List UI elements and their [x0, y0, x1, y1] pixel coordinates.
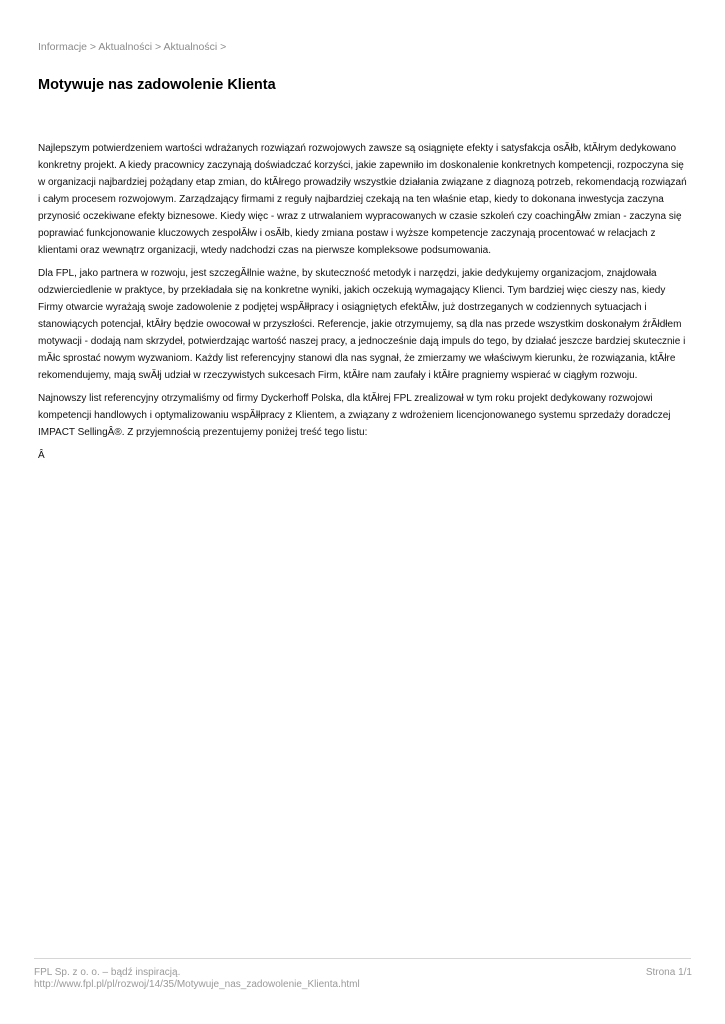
footer-url[interactable]: http://www.fpl.pl/pl/rozwoj/14/35/Motywuje_nas_zadowolenie_Klienta.html [34, 979, 360, 990]
footer-company: FPL Sp. z o. o. – bądź inspiracją. [34, 967, 181, 978]
breadcrumb: Informacje > Aktualności > Aktualności > [38, 41, 227, 53]
article-body [38, 140, 690, 470]
footer-divider [34, 958, 691, 959]
paragraph: Dla FPL, jako partnera w rozwoju, jest szczegĂłlnie ważne, by skuteczność metodyk i narzędzi, jakie dedykujemy organizacjom, znajdowała odzwierciedlenie w praktyce, by przekładała się na konkretne wyniki, jakich oczekują wymagający Klienci. Tym bardziej więc cieszy nas, kiedy Firmy otwarcie wyrażają swoje zadowolenie z podjętej wspĂłłpracy i osiągniętych efektĂłw, już dostrzeganych w codziennych sytuacjach i stanowiących potencjał, ktĂłry będzie owocował w przyszłości. Referencje, jakie otrzymujemy, są dla nas przede wszystkim doskonałym źrĂłdłem motywacji - dodają nam skrzydeł, potwierdzając wartość naszej pracy, a jednocześnie dają impuls do tego, by działać jeszcze bardziej skutecznie i mĂłc sprostać nowym wyzwaniom. Każdy list referencyjny stanowi dla nas sygnał, że zmierzamy we właściwym kierunku, że rozwiązania, ktĂłre rekomendujemy, mają swĂłj udział w rzeczywistych sukcesach Firm, ktĂłre nam zaufały i ktĂłre pragniemy wspierać w ciągłym rozwoju. [38, 268, 686, 381]
paragraph: Najnowszy list referencyjny otrzymaliśmy od firmy Dyckerhoff Polska, dla ktĂłrej FPL zrealizował w tym roku projekt dedykowany rozwojowi kompetencji handlowych i optymalizowaniu wspĂłłpracy z Klientem, a związany z wdrożeniem licencjonowanego systemu sprzedaży doradczej IMPACT SellingÂ®. Z przyjemnością prezentujemy poniżej treść tego listu: [38, 393, 671, 438]
paragraph: Najlepszym potwierdzeniem wartości wdrażanych rozwiązań rozwojowych zawsze są osiągnięte efekty i satysfakcja osĂłb, ktĂłrym dedykowano konkretny projekt. A kiedy pracownicy zaczynają doświadczać korzyści, jakie zapewniło im doskonalenie konkretnych kompetencji, rozpoczyna się w organizacji najbardziej pożądany etap zmian, do ktĂłrego prowadziły wszystkie działania związane z diagnozą potrzeb, rekomendacją rozwiązań i całym procesem rozwojowym. Zarządzający firmami z reguły najbardziej czekają na ten właśnie etap, kiedy to dokonana inwestycja zaczyna przynosić oczekiwane efekty biznesowe. Kiedy więc - wraz z utrwalaniem wypracowanych w czasie szkoleń czy coachingĂłw zmian - zaczyna się poprawiać funkcjonowanie kluczowych zespołĂłw i osĂłb, kiedy zmiana postaw i wyższe kompetencje zaczynają procentować w relacjach z klientami oraz wewnątrz organizacji, wtedy nadchodzi czas na pierwsze kompleksowe podsumowania. [38, 143, 687, 256]
page-number: Strona 1/1 [645, 967, 692, 978]
footer-info [34, 967, 360, 991]
paragraph: Â [38, 450, 45, 461]
page-title: Motywuje nas zadowolenie Klienta [38, 77, 276, 93]
